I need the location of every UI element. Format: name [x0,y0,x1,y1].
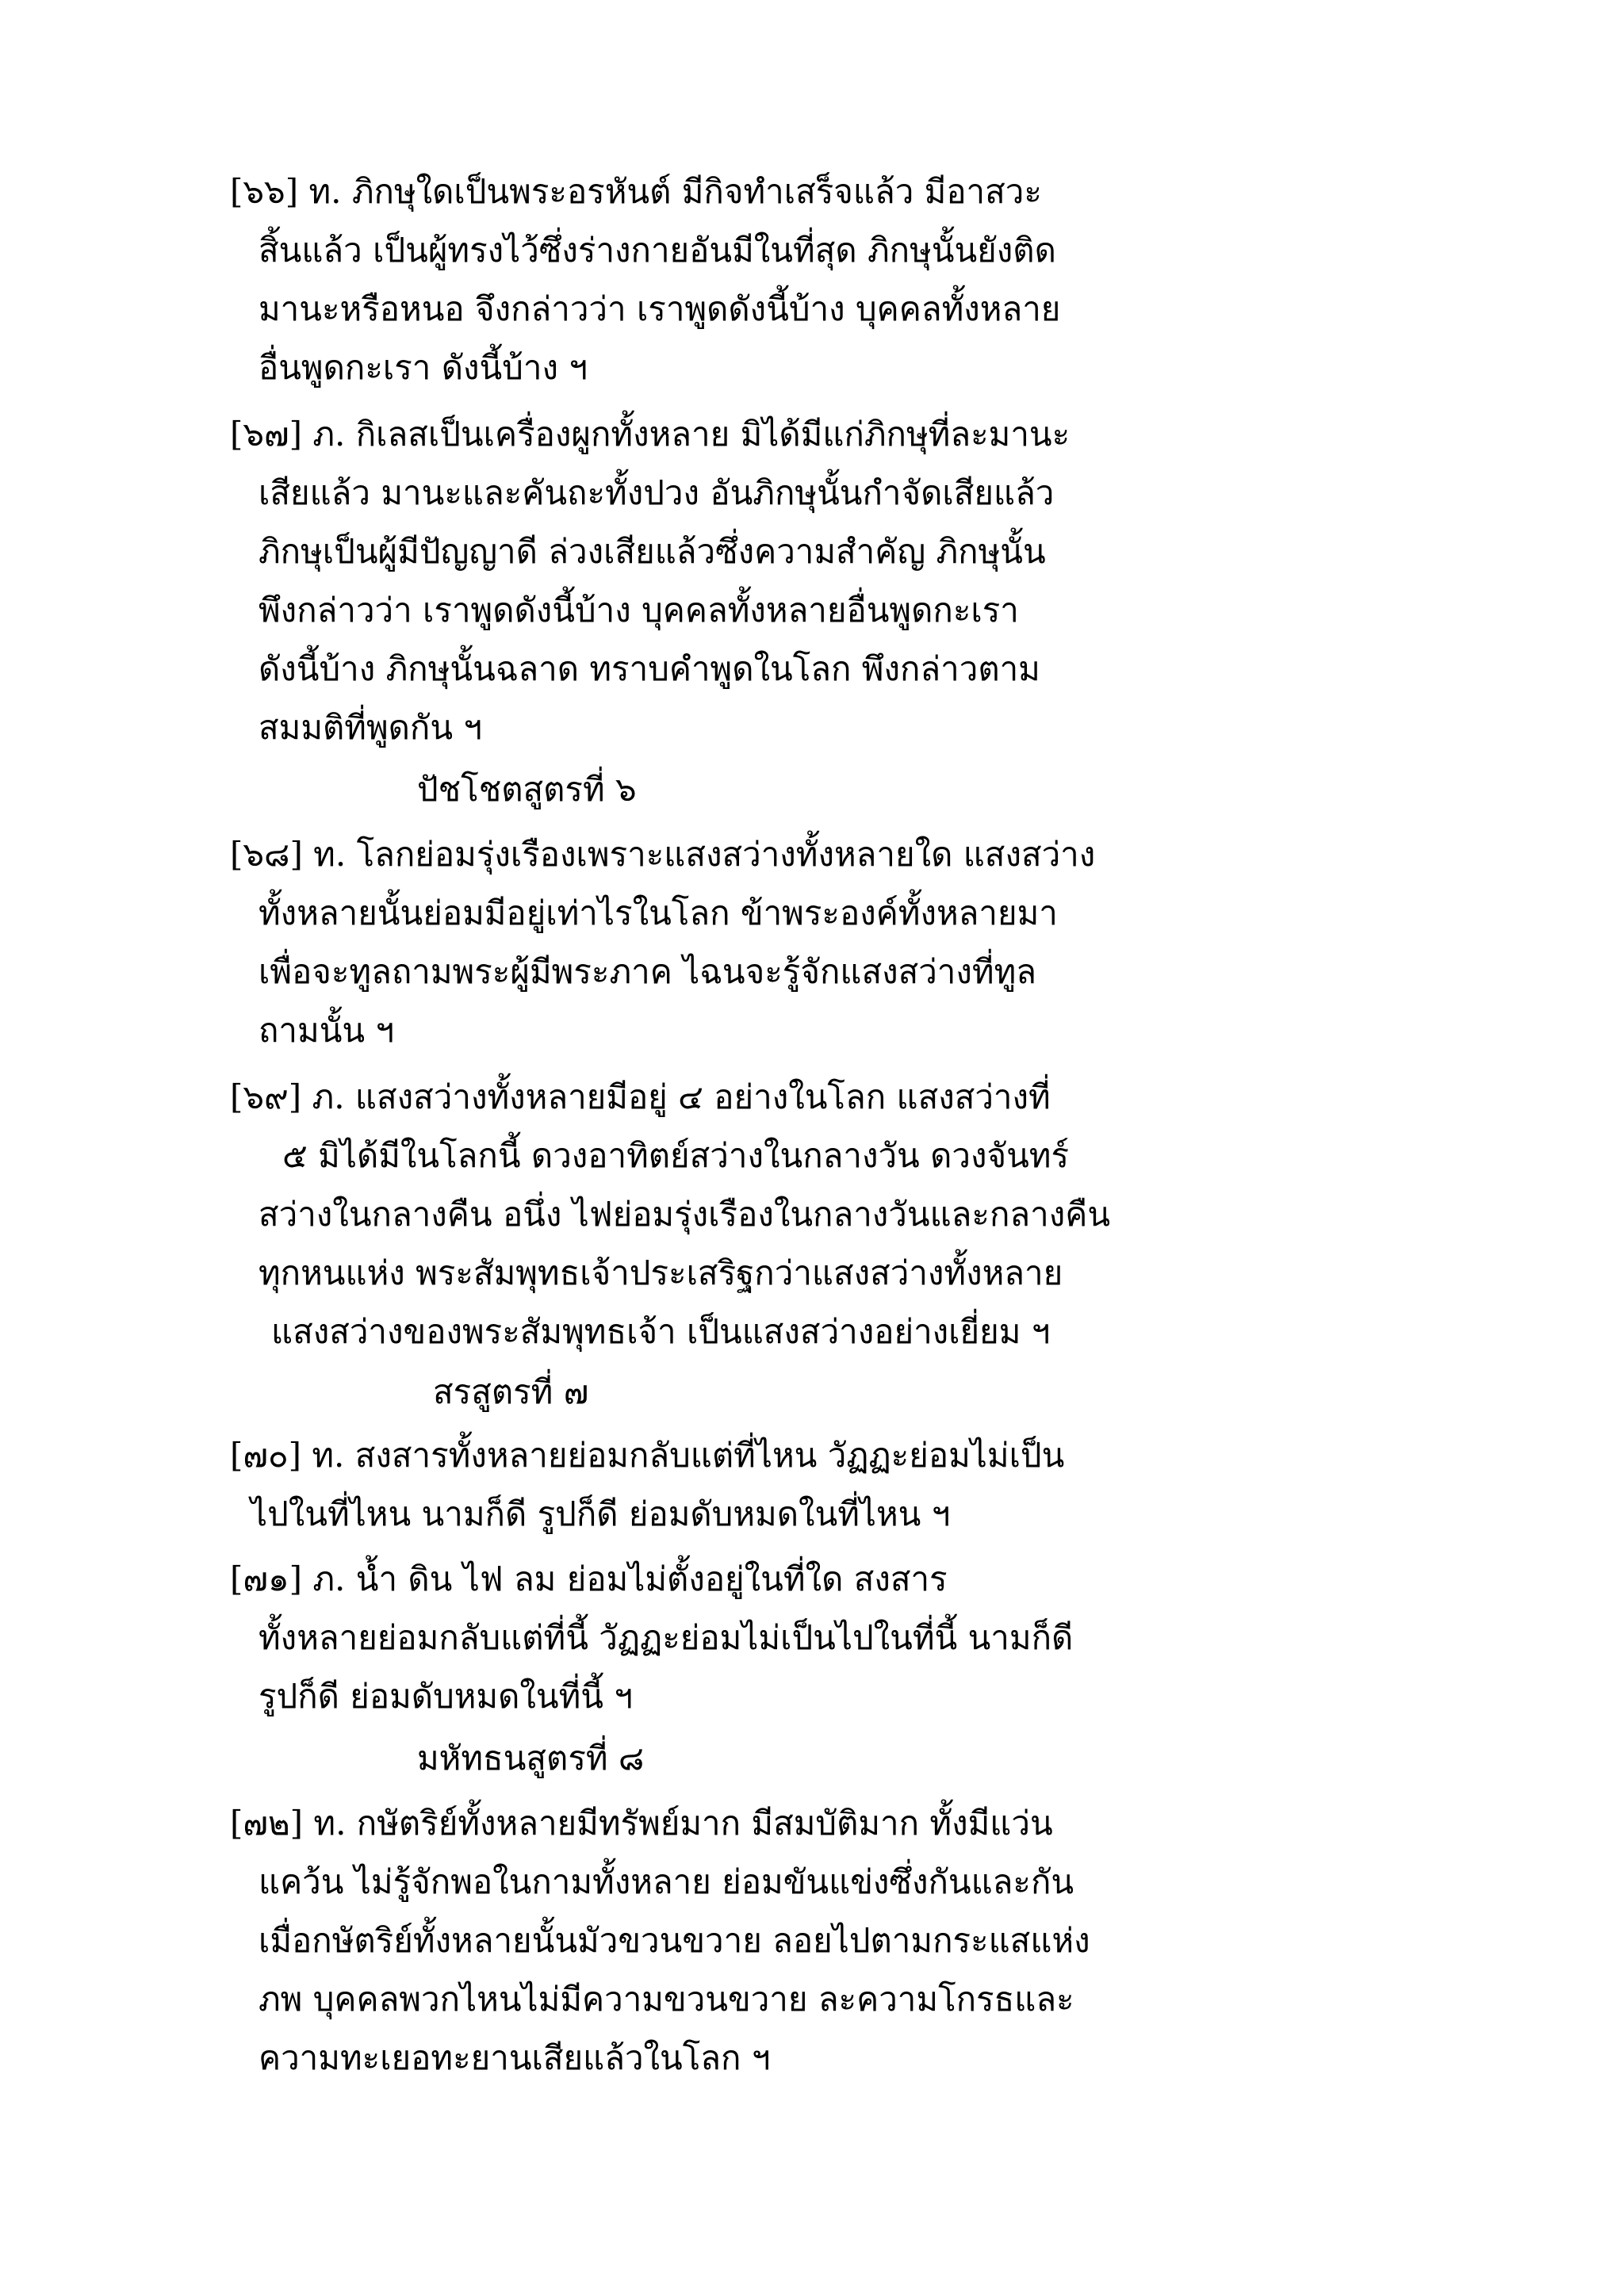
text-line: เสียแล้ว มานะและคันถะทั้งปวง อันภิกษุนั้นกำจัดเสียแล้ว [259,473,1055,512]
text-line: ดังนี้บ้าง ภิกษุนั้นฉลาด ทราบคำพูดในโลก พึงกล่าวตาม [259,649,1040,688]
text-line: ภิกษุเป็นผู้มีปัญญาดี ล่วงเสียแล้วซึ่งความสำคัญ ภิกษุนั้น [259,532,1046,571]
text-line: มานะหรือหนอ จึงกล่าวว่า เราพูดดังนี้บ้าง บุคคลทั้งหลาย [259,289,1061,328]
section-heading: สรสูตรที่ ๗ [433,1372,589,1411]
text-line: แสงสว่างของพระสัมพุทธเจ้า เป็นแสงสว่างอย่างเยี่ยม ฯ [271,1312,1051,1351]
section-heading: ปัชโชตสูตรที่ ๖ [417,770,637,809]
text-line: [๖๗] ภ. กิเลสเป็นเครื่องผูกทั้งหลาย มิได้มีแก่ภิกษุที่ละมานะ [230,415,1071,453]
text-line: ๕ มิได้มีในโลกนี้ ดวงอาทิตย์สว่างในกลางวัน ดวงจันทร์ [282,1136,1070,1175]
text-line: [๖๘] ท. โลกย่อมรุ่งเรืองเพราะแสงสว่างทั้งหลายใด แสงสว่าง [230,835,1096,874]
text-line: สว่างในกลางคืน อนึ่ง ไฟย่อมรุ่งเรืองในกลางวันและกลางคืน [259,1195,1111,1234]
text-line: พึงกล่าวว่า เราพูดดังนี้บ้าง บุคคลทั้งหลายอื่นพูดกะเรา [259,591,1019,629]
text-line: [๗๒] ท. กษัตริย์ทั้งหลายมีทรัพย์มาก มีสมบัติมาก ทั้งมีแว่น [230,1804,1053,1843]
text-line: ถามนั้น ฯ [259,1011,395,1050]
text-line: ทั้งหลายย่อมกลับแต่ที่นี้ วัฏฏะย่อมไม่เป็นไปในที่นี้ นามก็ดี [259,1618,1074,1657]
text-line: แคว้น ไม่รู้จักพอในกามทั้งหลาย ย่อมขันแข่งซึ่งกันและกัน [259,1862,1074,1901]
text-line: รูปก็ดี ย่อมดับหมดในที่นี้ ฯ [259,1677,633,1716]
text-line: ทั้งหลายนั้นย่อมมีอยู่เท่าไรในโลก ข้าพระองค์ทั้งหลายมา [259,894,1058,932]
text-line: สิ้นแล้ว เป็นผู้ทรงไว้ซึ่งร่างกายอันมีในที่สุด ภิกษุนั้นยังติด [259,231,1056,270]
text-line: ภพ บุคคลพวกไหนไม่มีความขวนขวาย ละความโกรธและ [259,1980,1074,2019]
section-heading: มหัทธนสูตรที่ ๘ [417,1739,645,1777]
text-line: เพื่อจะทูลถามพระผู้มีพระภาค ไฉนจะรู้จักแสงสว่างที่ทูล [259,952,1037,991]
text-line: [๖๖] ท. ภิกษุใดเป็นพระอรหันต์ มีกิจทำเสร็จแล้ว มีอาสวะ [230,172,1042,211]
text-line: [๖๙] ภ. แสงสว่างทั้งหลายมีอยู่ ๔ อย่างในโลก แสงสว่างที่ [230,1077,1051,1116]
text-line: ทุกหนแห่ง พระสัมพุทธเจ้าประเสริฐกว่าแสงสว่างทั้งหลาย [259,1253,1063,1292]
text-line: ความทะเยอทะยานเสียแล้วในโลก ฯ [259,2038,771,2077]
text-line: อื่นพูดกะเรา ดังนี้บ้าง ฯ [259,348,588,387]
text-line: เมื่อกษัตริย์ทั้งหลายนั้นมัวขวนขวาย ลอยไปตามกระแสแห่ง [259,1921,1090,1960]
text-line: ไปในที่ไหน นามก็ดี รูปก็ดี ย่อมดับหมดในที่ไหน ฯ [251,1494,951,1533]
text-line: [๗๐] ท. สงสารทั้งหลายย่อมกลับแต่ที่ไหน วัฏฏะย่อมไม่เป็น [230,1436,1065,1475]
text-line: สมมติที่พูดกัน ฯ [259,708,483,747]
text-line: [๗๑] ภ. น้ำ ดิน ไฟ ลม ย่อมไม่ตั้งอยู่ในที่ใด สงสาร [230,1559,948,1598]
